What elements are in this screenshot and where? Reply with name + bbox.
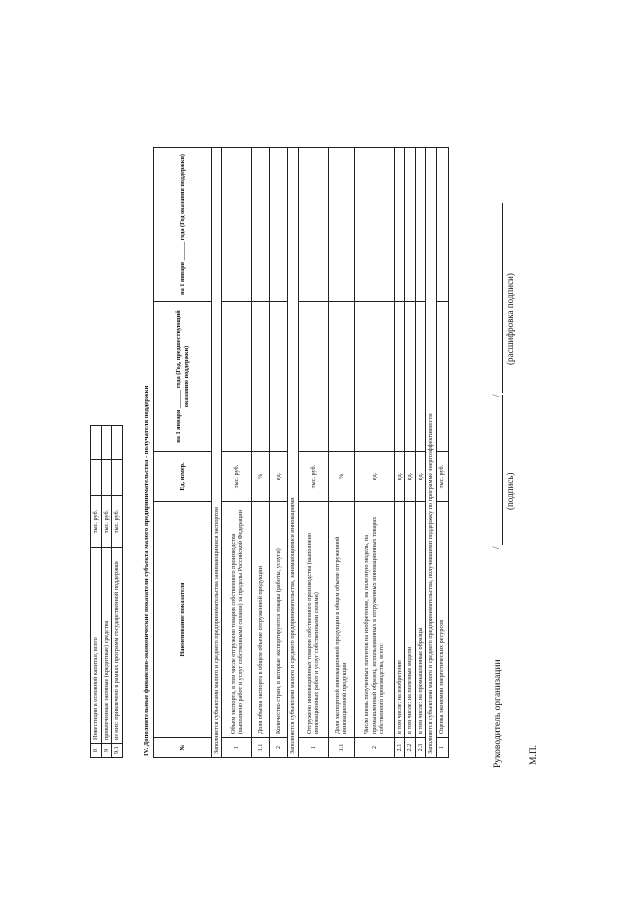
signature-caption: (подпись) <box>505 472 515 510</box>
row-name: Инвестиции в основной капитал, всего <box>91 548 102 744</box>
group-title: Заполняется субъектами малого и среднего предпринимательства, получившими поддержку по программе энергоэффективности <box>426 148 436 758</box>
row-unit: тыс. руб. <box>436 452 448 502</box>
row-number: 9.1 <box>112 744 123 758</box>
row-number: 1 <box>222 738 252 758</box>
row-number: 2.2 <box>405 738 415 758</box>
head-label: Руководитель организации <box>493 659 503 768</box>
signature-slash: / <box>491 394 501 397</box>
row-number: 2.3 <box>415 738 425 758</box>
row-name: из них: привлечено в рамках программ государственной поддержки <box>112 548 123 744</box>
row-unit: ед. <box>415 452 425 502</box>
row-name: привлеченные заемные (кредитные) средства <box>101 548 112 744</box>
row-unit: тыс. руб. <box>112 496 123 548</box>
row-name: Доля экспортной инновационной продукции в общем объеме отгруженной инновационной продукции <box>328 502 354 738</box>
row-number: 2 <box>354 738 394 758</box>
row-name: в том числе: на промышленные образцы <box>415 502 425 738</box>
row-unit: % <box>252 452 270 502</box>
group-title: Заполняется субъектами малого и среднего предпринимательства занимающимися экспортом <box>212 148 222 758</box>
row-name: в том числе: на полезные модели <box>405 502 415 738</box>
header-year-prev: на 1 января ______ года (Год, предшествующий оказанию поддержки) <box>154 302 212 452</box>
row-name: Оценка экономии энергетических ресурсов <box>436 502 448 738</box>
row-unit: тыс. руб. <box>298 452 328 502</box>
row-name: Число вновь полученных патентов на изобретение, на полезную модель, на промышленный образец, использованных в отгруженных инновационных товарах собственного производства, всего: <box>354 502 394 738</box>
row-name: Отгружено инновационных товаров собственного производства (выполнено инновационных работ и услуг собственными силами) <box>298 502 328 738</box>
stamp-label: М.П. <box>529 744 539 765</box>
row-name: Количество стран, в которые экспортируются товары (работы, услуги) <box>270 502 288 738</box>
row-unit: тыс. руб. <box>101 496 112 548</box>
row-number: 1 <box>436 738 448 758</box>
group-title: Заполняется субъектами малого и среднего предпринимательства, занимающимися инновациями <box>288 148 298 758</box>
row-number: 2.1 <box>394 738 404 758</box>
row-name: Доля объема экспорта в общем объеме отгруженной продукции <box>252 502 270 738</box>
row-name: Объем экспорта, в том числе отгружено товаров собственного производства (выполнено работ и услуг собственными силами) за пределы Российской Федерации <box>222 502 252 738</box>
header-num: № <box>154 738 212 758</box>
row-number: 2 <box>270 738 288 758</box>
row-unit: тыс. руб. <box>222 452 252 502</box>
row-number: 8 <box>91 744 102 758</box>
row-unit: ед. <box>394 452 404 502</box>
row-unit: ед. <box>405 452 415 502</box>
row-unit: ед. <box>270 452 288 502</box>
row-unit: тыс. руб. <box>91 496 102 548</box>
row-number: 1.1 <box>328 738 354 758</box>
row-number: 1 <box>298 738 328 758</box>
header-year-cur: на 1 января ______ года (Год оказания поддержки) <box>154 148 212 302</box>
signature-line <box>502 395 503 545</box>
row-unit: % <box>328 452 354 502</box>
row-number: 1.1 <box>252 738 270 758</box>
decode-line <box>502 203 503 393</box>
row-number: 9 <box>101 744 112 758</box>
row-unit: ед. <box>354 452 394 502</box>
header-name: Наименование показателя <box>154 502 212 738</box>
decode-caption: (расшифровка подписи) <box>505 273 515 365</box>
header-unit: Ед. измер. <box>154 452 212 502</box>
section-title: IV. Дополнительные финансово-экономические показатели субъекта малого предпринимательства - получателя поддержки <box>143 385 150 756</box>
signature-slash: / <box>491 546 501 549</box>
row-name: в том числе: на изобретение <box>394 502 404 738</box>
